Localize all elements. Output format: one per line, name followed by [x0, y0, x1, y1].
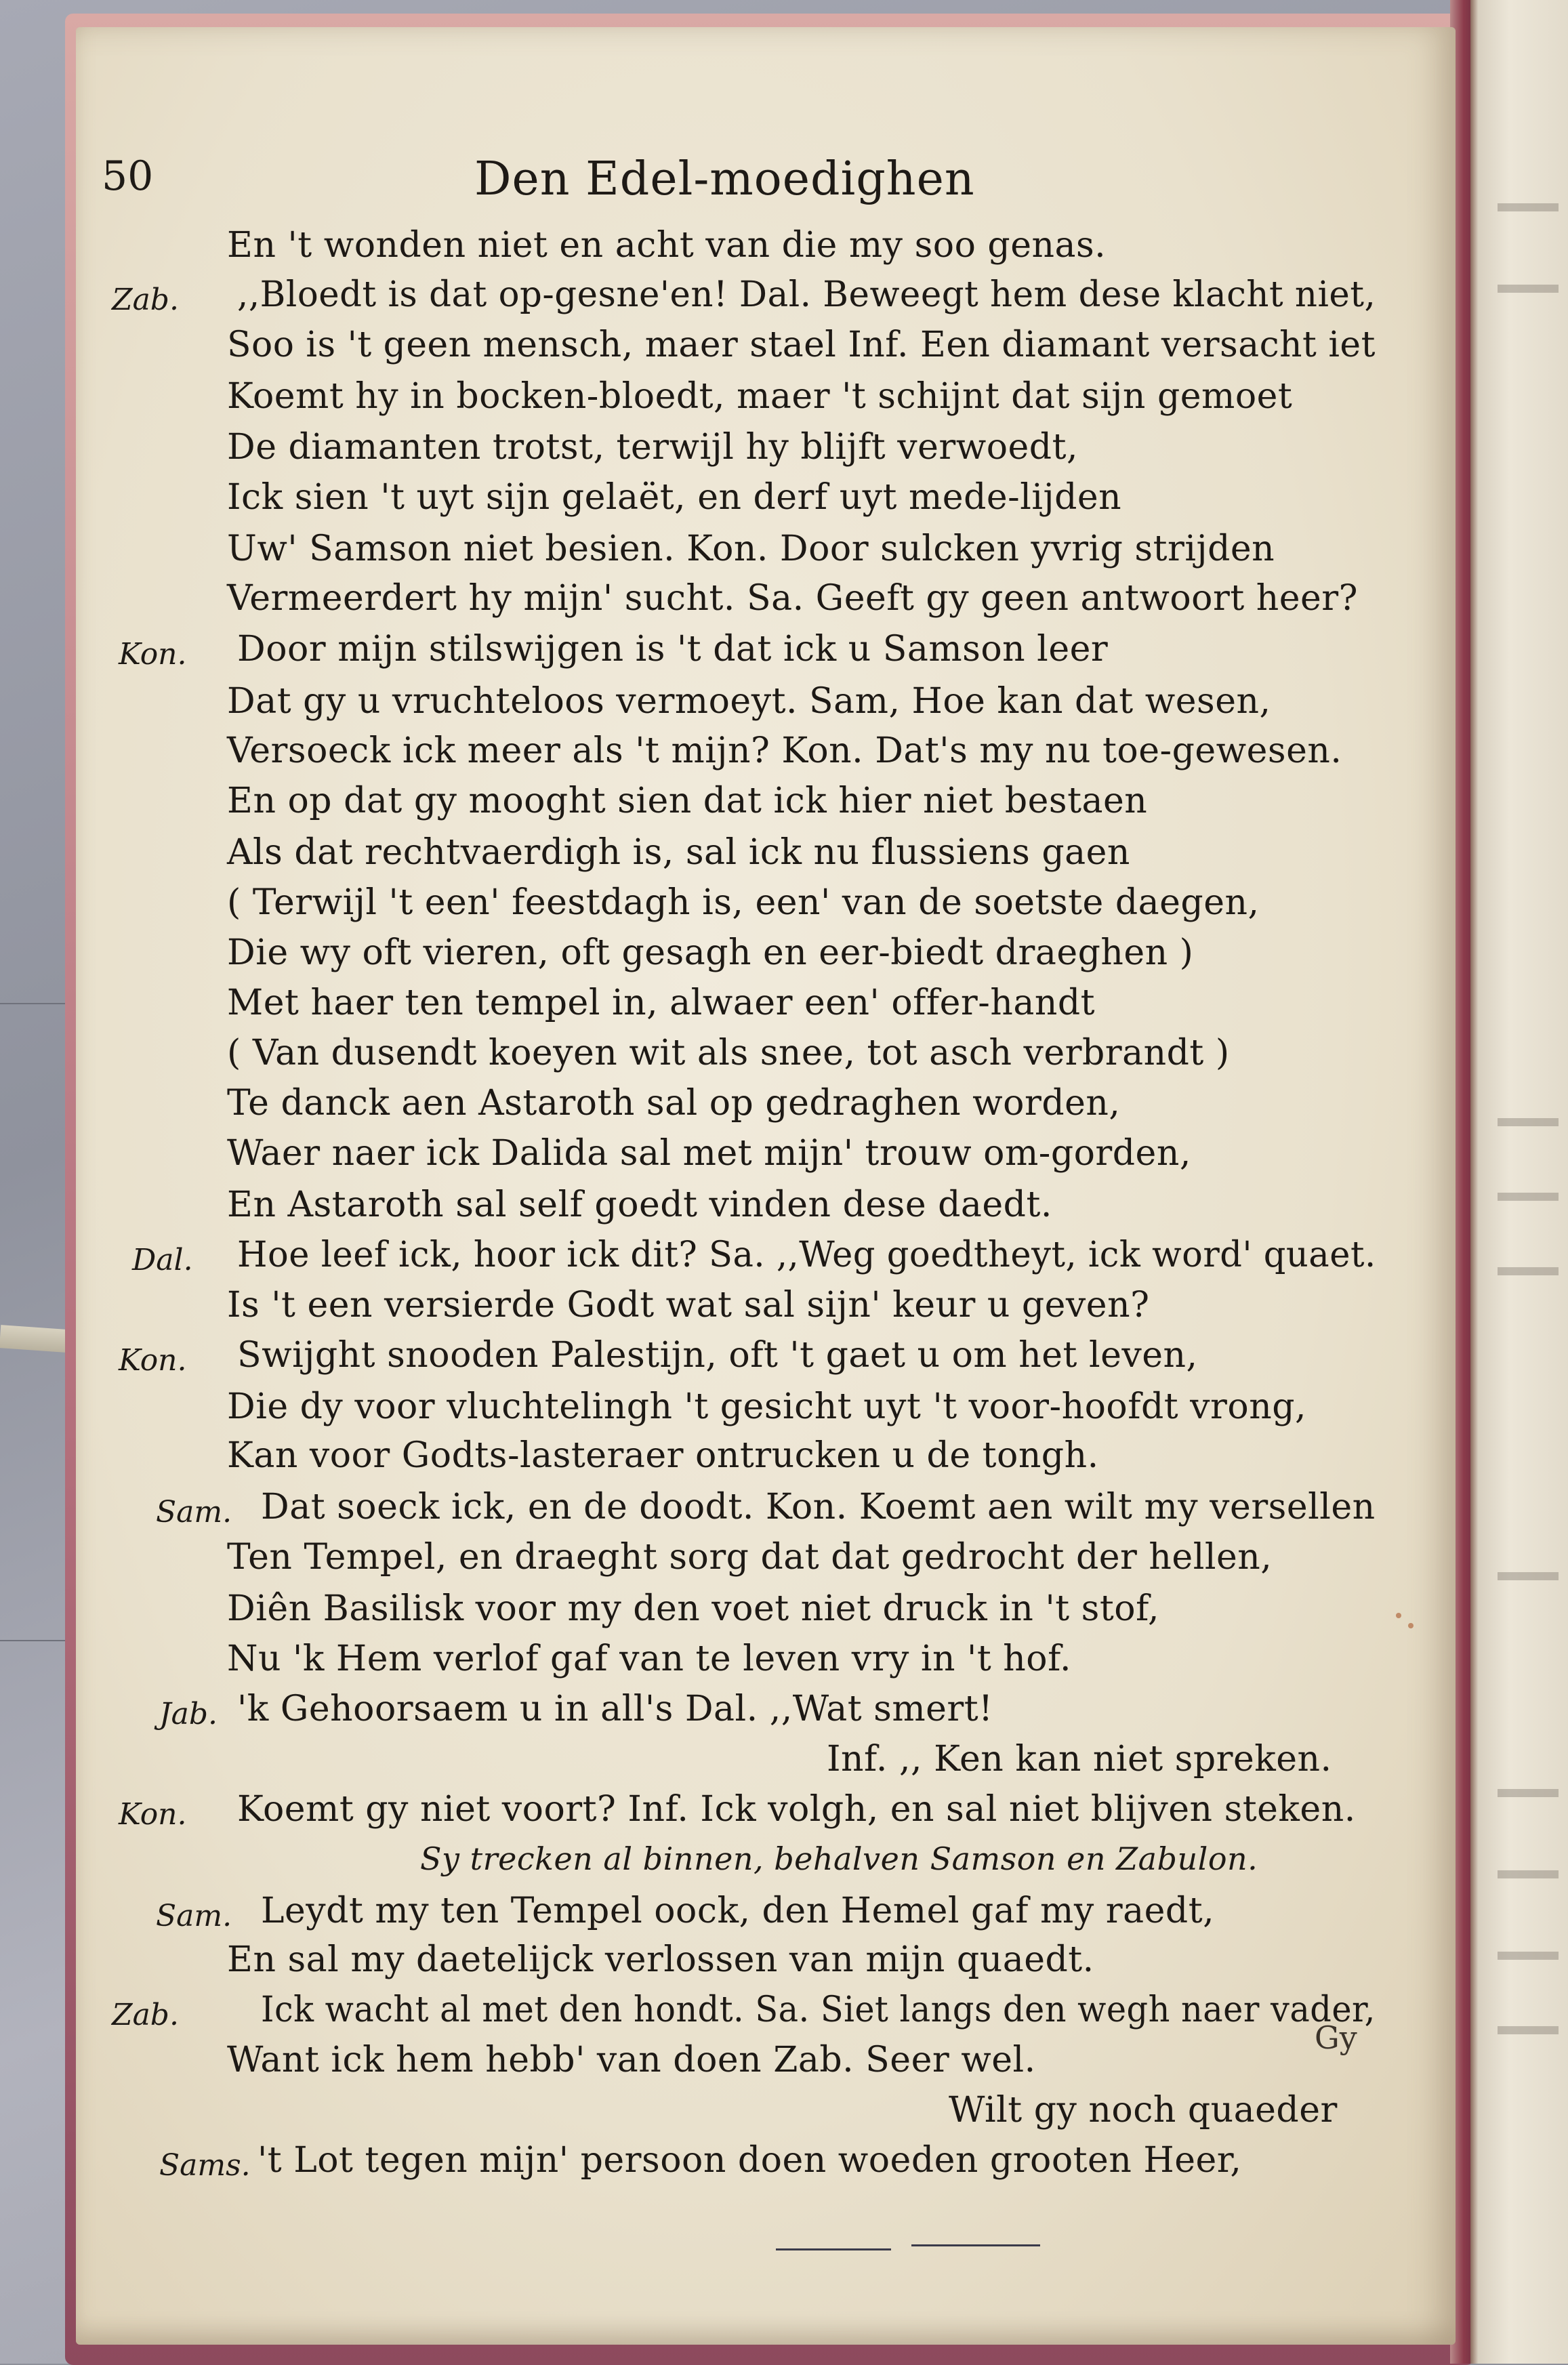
verse-line [227, 1588, 1159, 1634]
verse-line [227, 1133, 1191, 1179]
verse-text: Die dy voor vluchtelingh 't gesicht uyt 't voor-hoofdt vrong, [227, 1386, 1307, 1427]
verse-text: Ick sien 't uyt sijn gelaët, en derf uyt mede-lijden [227, 477, 1122, 518]
verse-text: ( Van dusendt koeyen wit als snee, tot asch verbrandt ) [227, 1033, 1230, 1073]
verse-line [261, 1487, 1376, 1533]
running-head: Den Edel-moedighen [474, 152, 975, 206]
verse-text: En sal my daetelijck verlossen van mijn quaedt. [227, 1939, 1094, 1980]
verse-text: Door mijn stilswijgen is 't dat ick u Samson leer [237, 629, 1109, 670]
pencil-underline [776, 2248, 891, 2250]
verse-text: Vermeerdert hy mijn' sucht. Sa. Geeft gy geen antwoort heer? [227, 578, 1359, 619]
verse-line [227, 731, 1342, 777]
verse-text: Leydt my ten Tempel oock, den Hemel gaf my raedt, [261, 1891, 1215, 1931]
catchword: Gy [1315, 2019, 1357, 2056]
verse-line [237, 1235, 1397, 1281]
verse-text: Koemt hy in bocken-bloedt, maer 't schijnt dat sijn gemoet [227, 376, 1293, 417]
verse-line [237, 274, 1390, 321]
verse-line [227, 376, 1292, 422]
verse-line [227, 578, 1358, 624]
verse-text: Versoeck ick meer als 't mijn? Kon. Dat's my nu toe-gewesen. [227, 731, 1342, 771]
speaker-label: Kon. [119, 637, 187, 672]
verse-line [227, 1639, 1071, 1685]
verse-text: 't Lot tegen mijn' persoon doen woeden grooten Heer, [257, 2140, 1242, 2181]
verse-line [227, 427, 1078, 473]
verse-text: En 't wonden niet en acht van die my soo genas. [227, 225, 1107, 266]
verse-text: Als dat rechtvaerdigh is, sal ick nu flussiens gaen [227, 832, 1130, 873]
verse-text: Swijght snooden Palestijn, oft 't gaet u om het leven, [237, 1335, 1198, 1376]
verse-line [227, 1285, 1149, 1331]
verse-text: Uw' Samson niet besien. Kon. Door sulcken yvrig strijden [227, 529, 1275, 569]
verse-line [227, 832, 1130, 878]
verse-line [237, 1789, 1356, 1835]
verse-line [827, 1739, 1332, 1785]
verse-line [227, 1033, 1230, 1079]
verse-line [227, 932, 1193, 979]
verse-text: Wilt gy noch quaeder [949, 2090, 1338, 2131]
verse-line [227, 225, 1106, 271]
verse-line [227, 1083, 1120, 1129]
verse-line [237, 1335, 1198, 1381]
verse-line [261, 1990, 1435, 2036]
pencil-underline [911, 2244, 1040, 2246]
verse-line [227, 325, 1379, 371]
verse-line [257, 2140, 1241, 2186]
verse-text: De diamanten trotst, terwijl hy blijft verwoedt, [227, 427, 1079, 468]
verse-line [227, 1185, 1052, 1231]
verse-line [237, 629, 1108, 675]
verse-text: En Astaroth sal self goedt vinden dese daedt. [227, 1185, 1052, 1225]
verse-line [227, 1939, 1094, 1986]
speaker-label: Zab. [112, 283, 179, 317]
page-number: 50 [102, 152, 154, 200]
verse-text: Ick wacht al met den hondt. Sa. Siet langs den wegh naer vader, [261, 1990, 1376, 2030]
verse-line [237, 1689, 993, 1735]
verse-line [420, 1840, 1258, 1887]
speaker-label: Kon. [119, 1797, 187, 1832]
verse-text: Is 't een versierde Godt wat sal sijn' keur u geven? [227, 1285, 1150, 1325]
verse-text: Nu 'k Hem verlof gaf van te leven vry in 't hof. [227, 1639, 1071, 1679]
speaker-label: Zab. [112, 1998, 179, 2032]
verse-text: Dat soeck ick, en de doodt. Kon. Koemt aen wilt my versellen [261, 1487, 1376, 1527]
speaker-label: Sam. [156, 1495, 232, 1529]
speaker-label: Kon. [119, 1343, 187, 1378]
verse-text: Inf. ,, Ken kan niet spreken. [827, 1739, 1332, 1780]
speaker-label: Dal. [132, 1243, 193, 1277]
verse-text: Soo is 't geen mensch, maer stael Inf. Een diamant versacht iet [227, 325, 1376, 365]
speaker-label: Sams. [159, 2148, 251, 2183]
verse-text: ( Terwijl 't een' feestdagh is, een' van de soetste daegen, [227, 882, 1260, 923]
verse-text: Ten Tempel, en draeght sorg dat dat gedrocht der hellen, [227, 1537, 1273, 1578]
verse-line [227, 1386, 1306, 1433]
speaker-label: Sam. [156, 1899, 232, 1933]
verse-line [227, 983, 1095, 1029]
verse-line [227, 2040, 1036, 2086]
verse-line [227, 681, 1271, 727]
verse-text: 'k Gehoorsaem u in all's Dal. ,,Wat smert! [237, 1689, 993, 1729]
verse-line [227, 882, 1259, 928]
verse-line [227, 1435, 1099, 1481]
verse-text: Die wy oft vieren, oft gesagh en eer-biedt draeghen ) [227, 932, 1194, 973]
verse-line [227, 781, 1147, 827]
verse-line [261, 1891, 1214, 1937]
verse-line [227, 529, 1275, 575]
verse-text: Waer naer ick Dalida sal met mijn' trouw om-gorden, [227, 1133, 1191, 1174]
verse-text: Dat gy u vruchteloos vermoeyt. Sam, Hoe kan dat wesen, [227, 681, 1271, 722]
verse-text: Te danck aen Astaroth sal op gedraghen worden, [227, 1083, 1121, 1124]
verse-text: En op dat gy mooght sien dat ick hier niet bestaen [227, 781, 1148, 821]
verse-text: Koemt gy niet voort? Inf. Ick volgh, en sal niet blijven steken. [237, 1789, 1356, 1830]
verse-text: Kan voor Godts-lasteraer ontrucken u de tongh. [227, 1435, 1099, 1476]
verse-text: Diên Basilisk voor my den voet niet druck in 't stof, [227, 1588, 1159, 1629]
verse-text: Met haer ten tempel in, alwaer een' offer-handt [227, 983, 1095, 1023]
verse-text: Hoe leef ick, hoor ick dit? Sa. ,,Weg goedtheyt, ick word' quaet. [237, 1235, 1376, 1275]
adjacent-page-edge [1470, 0, 1568, 2364]
verse-line [949, 2090, 1338, 2136]
foxing-spot [1396, 1613, 1401, 1618]
verse-text: ,,Bloedt is dat op-gesne'en! Dal. Beweegt hem dese klacht niet, [237, 274, 1376, 315]
stage-direction: Sy trecken al binnen, behalven Samson en Zabulon. [420, 1840, 1258, 1877]
verse-text: Want ick hem hebb' van doen Zab. Seer wel. [227, 2040, 1036, 2080]
verse-line [227, 477, 1121, 523]
foxing-spot [1408, 1623, 1414, 1628]
verse-line [227, 1537, 1272, 1583]
speaker-label: Jab. [159, 1697, 218, 1731]
